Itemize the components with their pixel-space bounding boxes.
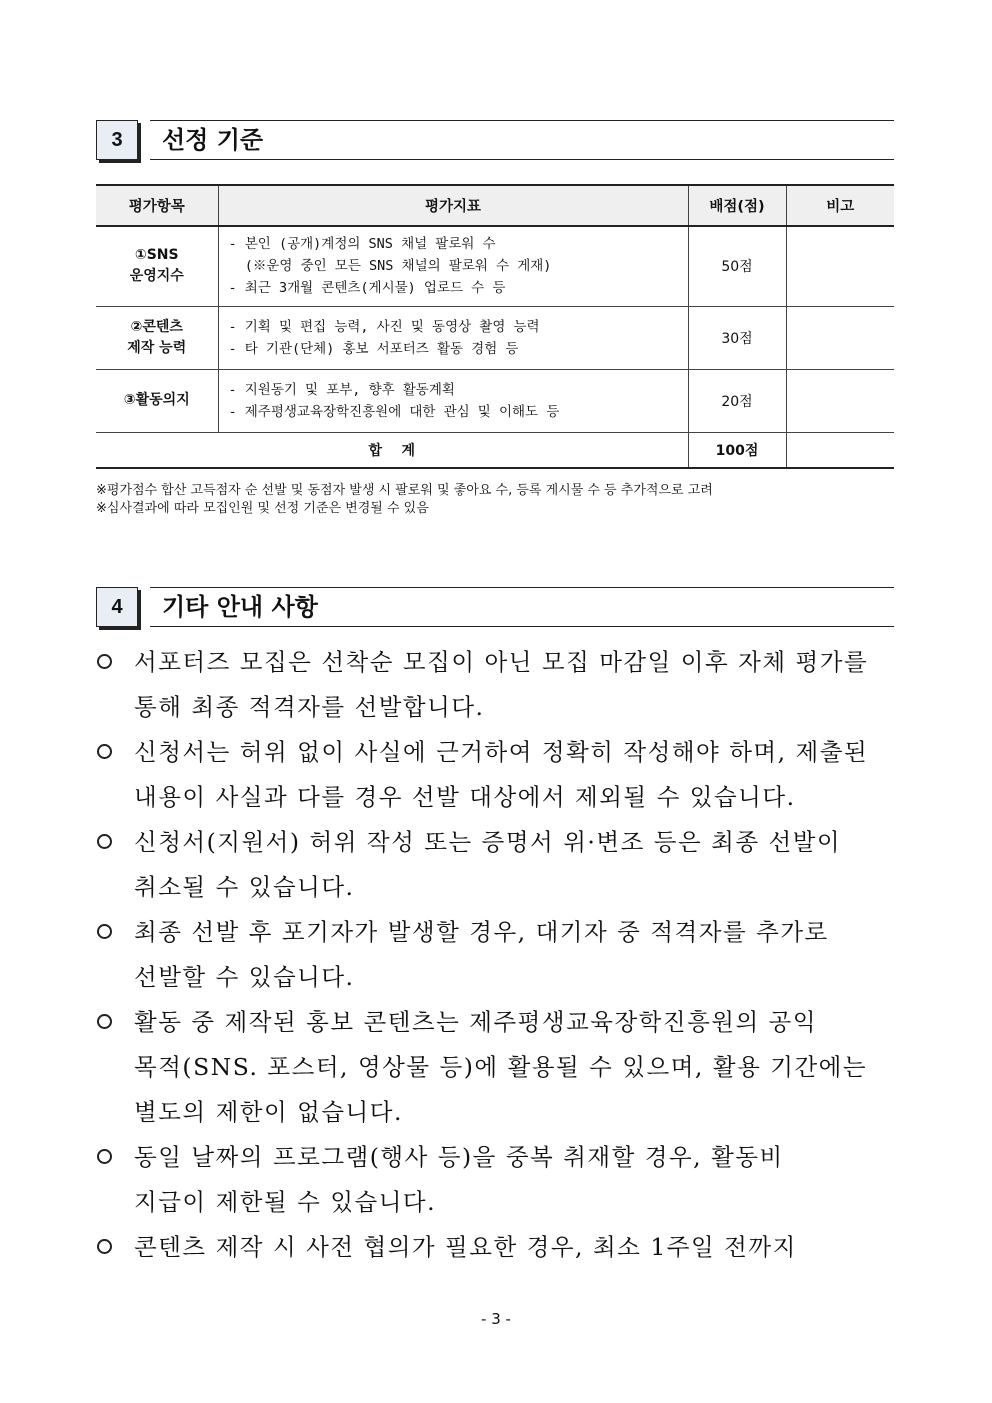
page-number: - 3 - (481, 1310, 511, 1328)
section-number: 4 (96, 587, 138, 627)
indicator-cell (218, 306, 688, 369)
score-cell: 30점 (688, 306, 786, 369)
note-line: ※심사결과에 따라 모집인원 및 선정 기준은 변경될 수 있음 (96, 501, 429, 516)
list-item (96, 820, 896, 910)
circle-bullet-icon (97, 1239, 112, 1254)
note-cell (786, 226, 894, 306)
indicator-line: - 기획 및 편집 능력, 사진 및 동영상 촬영 능력 (228, 318, 540, 335)
bullet-line: 신청서는 허위 없이 사실에 근거하여 정확히 작성해야 하며, 제출된 (134, 738, 869, 766)
list-item (96, 1135, 896, 1225)
indicator-line: - 제주평생교육장학진흥원에 대한 관심 및 이해도 등 (228, 403, 560, 420)
table-row (96, 226, 894, 306)
table-notes (96, 482, 713, 518)
circle-bullet-icon (97, 834, 112, 849)
bullet-line: 동일 날짜의 프로그램(행사 등)을 중복 취재할 경우, 활동비 (134, 1143, 784, 1171)
bullet-line: 신청서(지원서) 허위 작성 또는 증명서 위·변조 등은 최종 선발이 (134, 828, 842, 856)
list-item (96, 910, 896, 1000)
total-score: 100점 (688, 432, 786, 468)
item-label: ①SNS (134, 247, 179, 264)
section-number: 3 (96, 120, 138, 160)
section-4-heading (96, 587, 894, 629)
bullet-line: 최종 선발 후 포기자가 발생할 경우, 대기자 중 적격자를 추가로 (134, 918, 829, 946)
header-cell: 평가지표 (218, 185, 688, 226)
score-cell: 20점 (688, 369, 786, 432)
indicator-line: - 타 기관(단체) 홍보 서포터즈 활동 경험 등 (228, 340, 519, 357)
guidance-list (96, 640, 896, 1270)
circle-bullet-icon (97, 654, 112, 669)
bullet-line: 콘텐츠 제작 시 사전 협의가 필요한 경우, 최소 1주일 전까지 (134, 1233, 797, 1261)
circle-bullet-icon (97, 924, 112, 939)
bullet-line: 활동 중 제작된 홍보 콘텐츠는 제주평생교육장학진흥원의 공익 (134, 1008, 818, 1036)
item-cell (96, 226, 218, 306)
circle-bullet-icon (97, 1149, 112, 1164)
item-label: ②콘텐츠 (130, 318, 183, 335)
bullet-line: 별도의 제한이 없습니다. (134, 1098, 403, 1126)
list-item (96, 640, 896, 730)
note-cell (786, 306, 894, 369)
total-note (786, 432, 894, 468)
bullet-line: 취소될 수 있습니다. (134, 873, 355, 901)
item-label: 운영지수 (129, 268, 184, 285)
header-cell: 평가항목 (96, 185, 218, 226)
list-item (96, 1225, 896, 1270)
item-label: 제작 능력 (127, 339, 187, 356)
note-cell (786, 369, 894, 432)
list-item (96, 730, 896, 820)
bullet-line: 서포터즈 모집은 선착순 모집이 아닌 모집 마감일 이후 자체 평가를 (134, 648, 869, 676)
table-row (96, 369, 894, 432)
list-item (96, 1000, 896, 1135)
score-cell: 50점 (688, 226, 786, 306)
header-cell: 비고 (786, 185, 894, 226)
indicator-line: - 최근 3개월 콘텐츠(게시물) 업로드 수 등 (228, 280, 506, 297)
total-row (96, 432, 894, 468)
header-cell: 배점(점) (688, 185, 786, 226)
indicator-line: - 지원동기 및 포부, 향후 활동계획 (228, 381, 455, 398)
bullet-line: 지급이 제한될 수 있습니다. (134, 1188, 437, 1216)
total-label: 합 계 (96, 432, 688, 468)
indicator-cell (218, 369, 688, 432)
indicator-line: - 본인 (공개)계정의 SNS 채널 팔로워 수 (228, 236, 496, 253)
bullet-line: 선발할 수 있습니다. (134, 963, 355, 991)
bullet-line: 통해 최종 적격자를 선발합니다. (134, 693, 485, 721)
bullet-line: 내용이 사실과 다를 경우 선발 대상에서 제외될 수 있습니다. (134, 783, 796, 811)
section-3-heading (96, 120, 894, 162)
table-header-row (96, 185, 894, 226)
item-cell (96, 369, 218, 432)
section-title: 기타 안내 사항 (150, 587, 894, 627)
section-title: 선정 기준 (150, 120, 894, 160)
circle-bullet-icon (97, 1014, 112, 1029)
indicator-cell (218, 226, 688, 306)
bullet-line: 목적(SNS. 포스터, 영상물 등)에 활용될 수 있으며, 활용 기간에는 (134, 1053, 868, 1081)
note-line: ※평가점수 합산 고득점자 순 선발 및 동점자 발생 시 팔로워 및 좋아요 수, 등록 게시물 수 등 추가적으로 고려 (96, 483, 713, 498)
item-cell (96, 306, 218, 369)
circle-bullet-icon (97, 744, 112, 759)
item-label: ③활동의지 (123, 392, 190, 408)
table-row (96, 306, 894, 369)
indicator-line: (※운영 중인 모든 SNS 채널의 팔로워 수 게재) (228, 258, 552, 275)
criteria-table (96, 184, 894, 469)
